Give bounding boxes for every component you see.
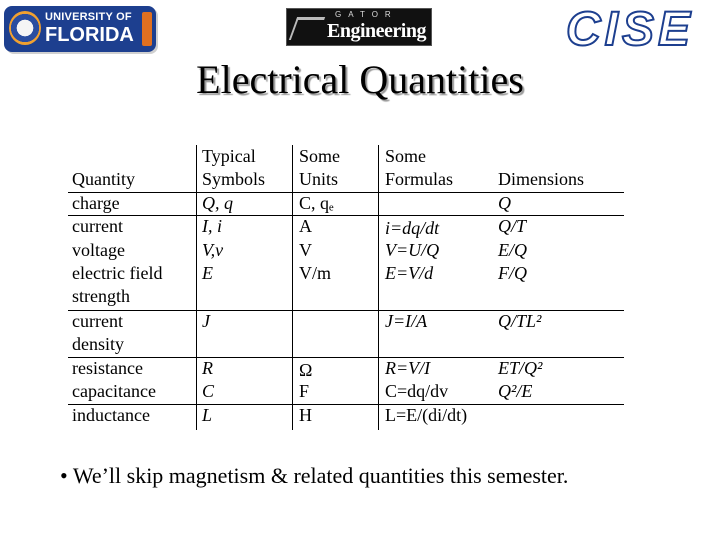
row-current-units: A [299, 216, 312, 236]
row-current-density-quantity-line2: density [72, 334, 124, 354]
row-charge-units: C, qₑ [299, 193, 334, 213]
row-capacitance-formula: C=dq/dv [385, 381, 449, 401]
row-efield-quantity-line1: electric field [72, 263, 163, 283]
row-separator [68, 215, 624, 216]
row-charge-symbols: Q, q [202, 193, 233, 213]
header-dimensions: Dimensions [498, 169, 585, 189]
row-charge-quantity: charge [72, 193, 120, 213]
quantities-table [68, 145, 624, 430]
row-capacitance-symbols: C [202, 381, 215, 401]
uf-logo-accent [142, 12, 152, 46]
row-voltage-quantity: voltage [72, 240, 125, 260]
row-current-density-formula: J=I/A [385, 311, 428, 331]
header-quantity: Quantity [72, 169, 135, 189]
row-resistance-units: Ω [299, 360, 313, 380]
row-inductance-symbols: L [202, 405, 213, 425]
row-current-quantity: current [72, 216, 123, 236]
row-capacitance-dimension: Q²/E [498, 381, 533, 401]
row-current-symbols: I, i [202, 216, 222, 236]
row-resistance-dimension: ET/Q² [498, 358, 543, 378]
row-current-dimension: Q/T [498, 216, 527, 236]
bullet-marker: • [60, 463, 68, 488]
header-symbols-line2: Symbols [202, 169, 266, 189]
university-of-florida-logo [4, 6, 156, 52]
uf-logo-text [45, 12, 141, 45]
uf-logo-line1: UNIVERSITY OF [45, 11, 132, 23]
eng-logo-small-text: GATOR [335, 10, 398, 19]
column-divider [292, 145, 293, 430]
row-efield-symbols: E [202, 263, 213, 283]
uf-logo-line2: FLORIDA [45, 24, 134, 46]
row-resistance-formula: R=V/I [385, 358, 431, 378]
bullet-text: We’ll skip magnetism & related quantities this semester. [72, 463, 569, 488]
column-divider [196, 145, 197, 430]
header-formulas-line2: Formulas [385, 169, 454, 189]
row-resistance-symbols: R [202, 358, 213, 378]
row-voltage-dimension: E/Q [498, 240, 527, 260]
cise-logo: CISE [566, 3, 695, 56]
row-current-density-quantity-line1: current [72, 311, 123, 331]
bullet-point [60, 463, 568, 489]
row-resistance-quantity: resistance [72, 358, 143, 378]
header-units-line2: Units [299, 169, 339, 189]
row-voltage-units: V [299, 240, 312, 260]
header-symbols-line1: Typical [202, 146, 256, 166]
eng-logo-word: Engineering [327, 20, 426, 42]
row-charge-dimension: Q [498, 193, 511, 213]
row-separator [68, 404, 624, 405]
row-capacitance-units: F [299, 381, 310, 401]
row-current-formula: i=dq/dt [385, 218, 440, 238]
row-efield-units: V/m [299, 263, 332, 283]
row-capacitance-quantity: capacitance [72, 381, 156, 401]
gator-engineering-logo [286, 8, 432, 46]
slide-title: Electrical Quantities [196, 57, 524, 102]
row-efield-dimension: F/Q [498, 263, 527, 283]
header-units-line1: Some [299, 146, 341, 166]
header-separator [68, 192, 624, 193]
row-efield-formula: E=V/d [385, 263, 434, 283]
gator-icon [289, 17, 325, 40]
uf-seal-icon [9, 11, 41, 45]
row-inductance-quantity: inductance [72, 405, 150, 425]
row-voltage-formula: V=U/Q [385, 240, 440, 260]
row-inductance-units: H [299, 405, 312, 425]
row-efield-quantity-line2: strength [72, 286, 130, 306]
row-inductance-formula: L=E/(di/dt) [385, 405, 468, 425]
row-current-density-dimension: Q/TL² [498, 311, 542, 331]
header-formulas-line1: Some [385, 146, 427, 166]
row-voltage-symbols: V,v [202, 240, 224, 260]
row-current-density-symbols: J [202, 311, 210, 331]
column-divider [378, 145, 379, 430]
